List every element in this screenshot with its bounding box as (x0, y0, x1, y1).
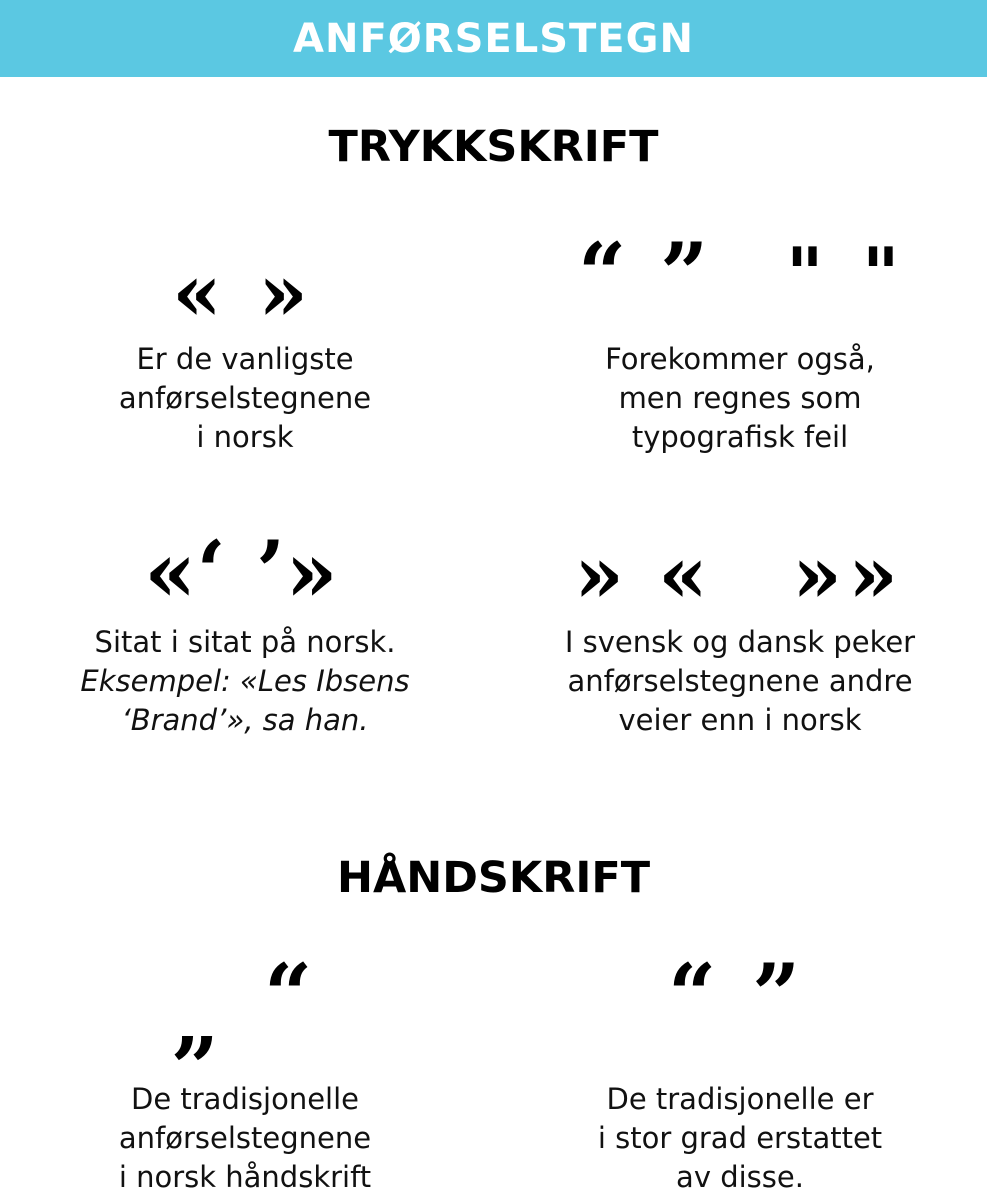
guillemet-reversed-open-mark: » (574, 527, 624, 621)
handwriting-double-quote-right-mark: ” (752, 945, 801, 1044)
guillemet-swedish-close-mark: » (848, 527, 898, 621)
print-item-guillemets-caption: Er de vanligste anførselstegnene i norsk (118, 342, 372, 454)
guillemet-reversed-close-mark: « (658, 527, 708, 621)
handwriting-quote-lower-mark: „ (172, 970, 221, 1069)
double-quote-left-mark: “ (578, 224, 627, 323)
double-quote-right-mark: ” (660, 224, 709, 323)
guillemet-left-mark: « (172, 245, 222, 339)
guillemet-swedish-open-mark: » (792, 527, 842, 621)
print-item-swedish-danish-caption: I svensk og dansk peker anførselstegnene andre veier enn i norsk (564, 625, 916, 737)
handwriting-item-replacement-caption: De tradisjonelle er i stor grad erstattet av disse. (597, 1082, 883, 1194)
nested-quote-close-mark: ’» (256, 522, 338, 621)
straight-quote-mark-1: " (786, 232, 824, 316)
print-item-nested-quotes-caption: Sitat i sitat på norsk. Eksempel: «Les Ibsens ‘Brand’», sa han. (80, 625, 410, 737)
nested-quote-open-mark: «‘ (144, 522, 226, 621)
print-item-english-quotes-caption: Forekommer også, men regnes som typografisk feil (605, 342, 875, 454)
section-heading-print: TRYKKSKRIFT (328, 122, 659, 172)
page-title: ANFØRSELSTEGN (293, 15, 694, 62)
handwriting-double-quote-left-mark: “ (668, 945, 717, 1044)
straight-quote-mark-2: " (862, 232, 900, 316)
handwriting-quote-upper-mark: “ (264, 945, 313, 1044)
header-banner (0, 0, 987, 77)
handwriting-item-traditional-caption: De tradisjonelle anførselstegnene i norsk håndskrift (118, 1082, 372, 1194)
section-heading-handwriting: HÅNDSKRIFT (336, 853, 651, 903)
guillemet-right-mark: » (258, 245, 308, 339)
